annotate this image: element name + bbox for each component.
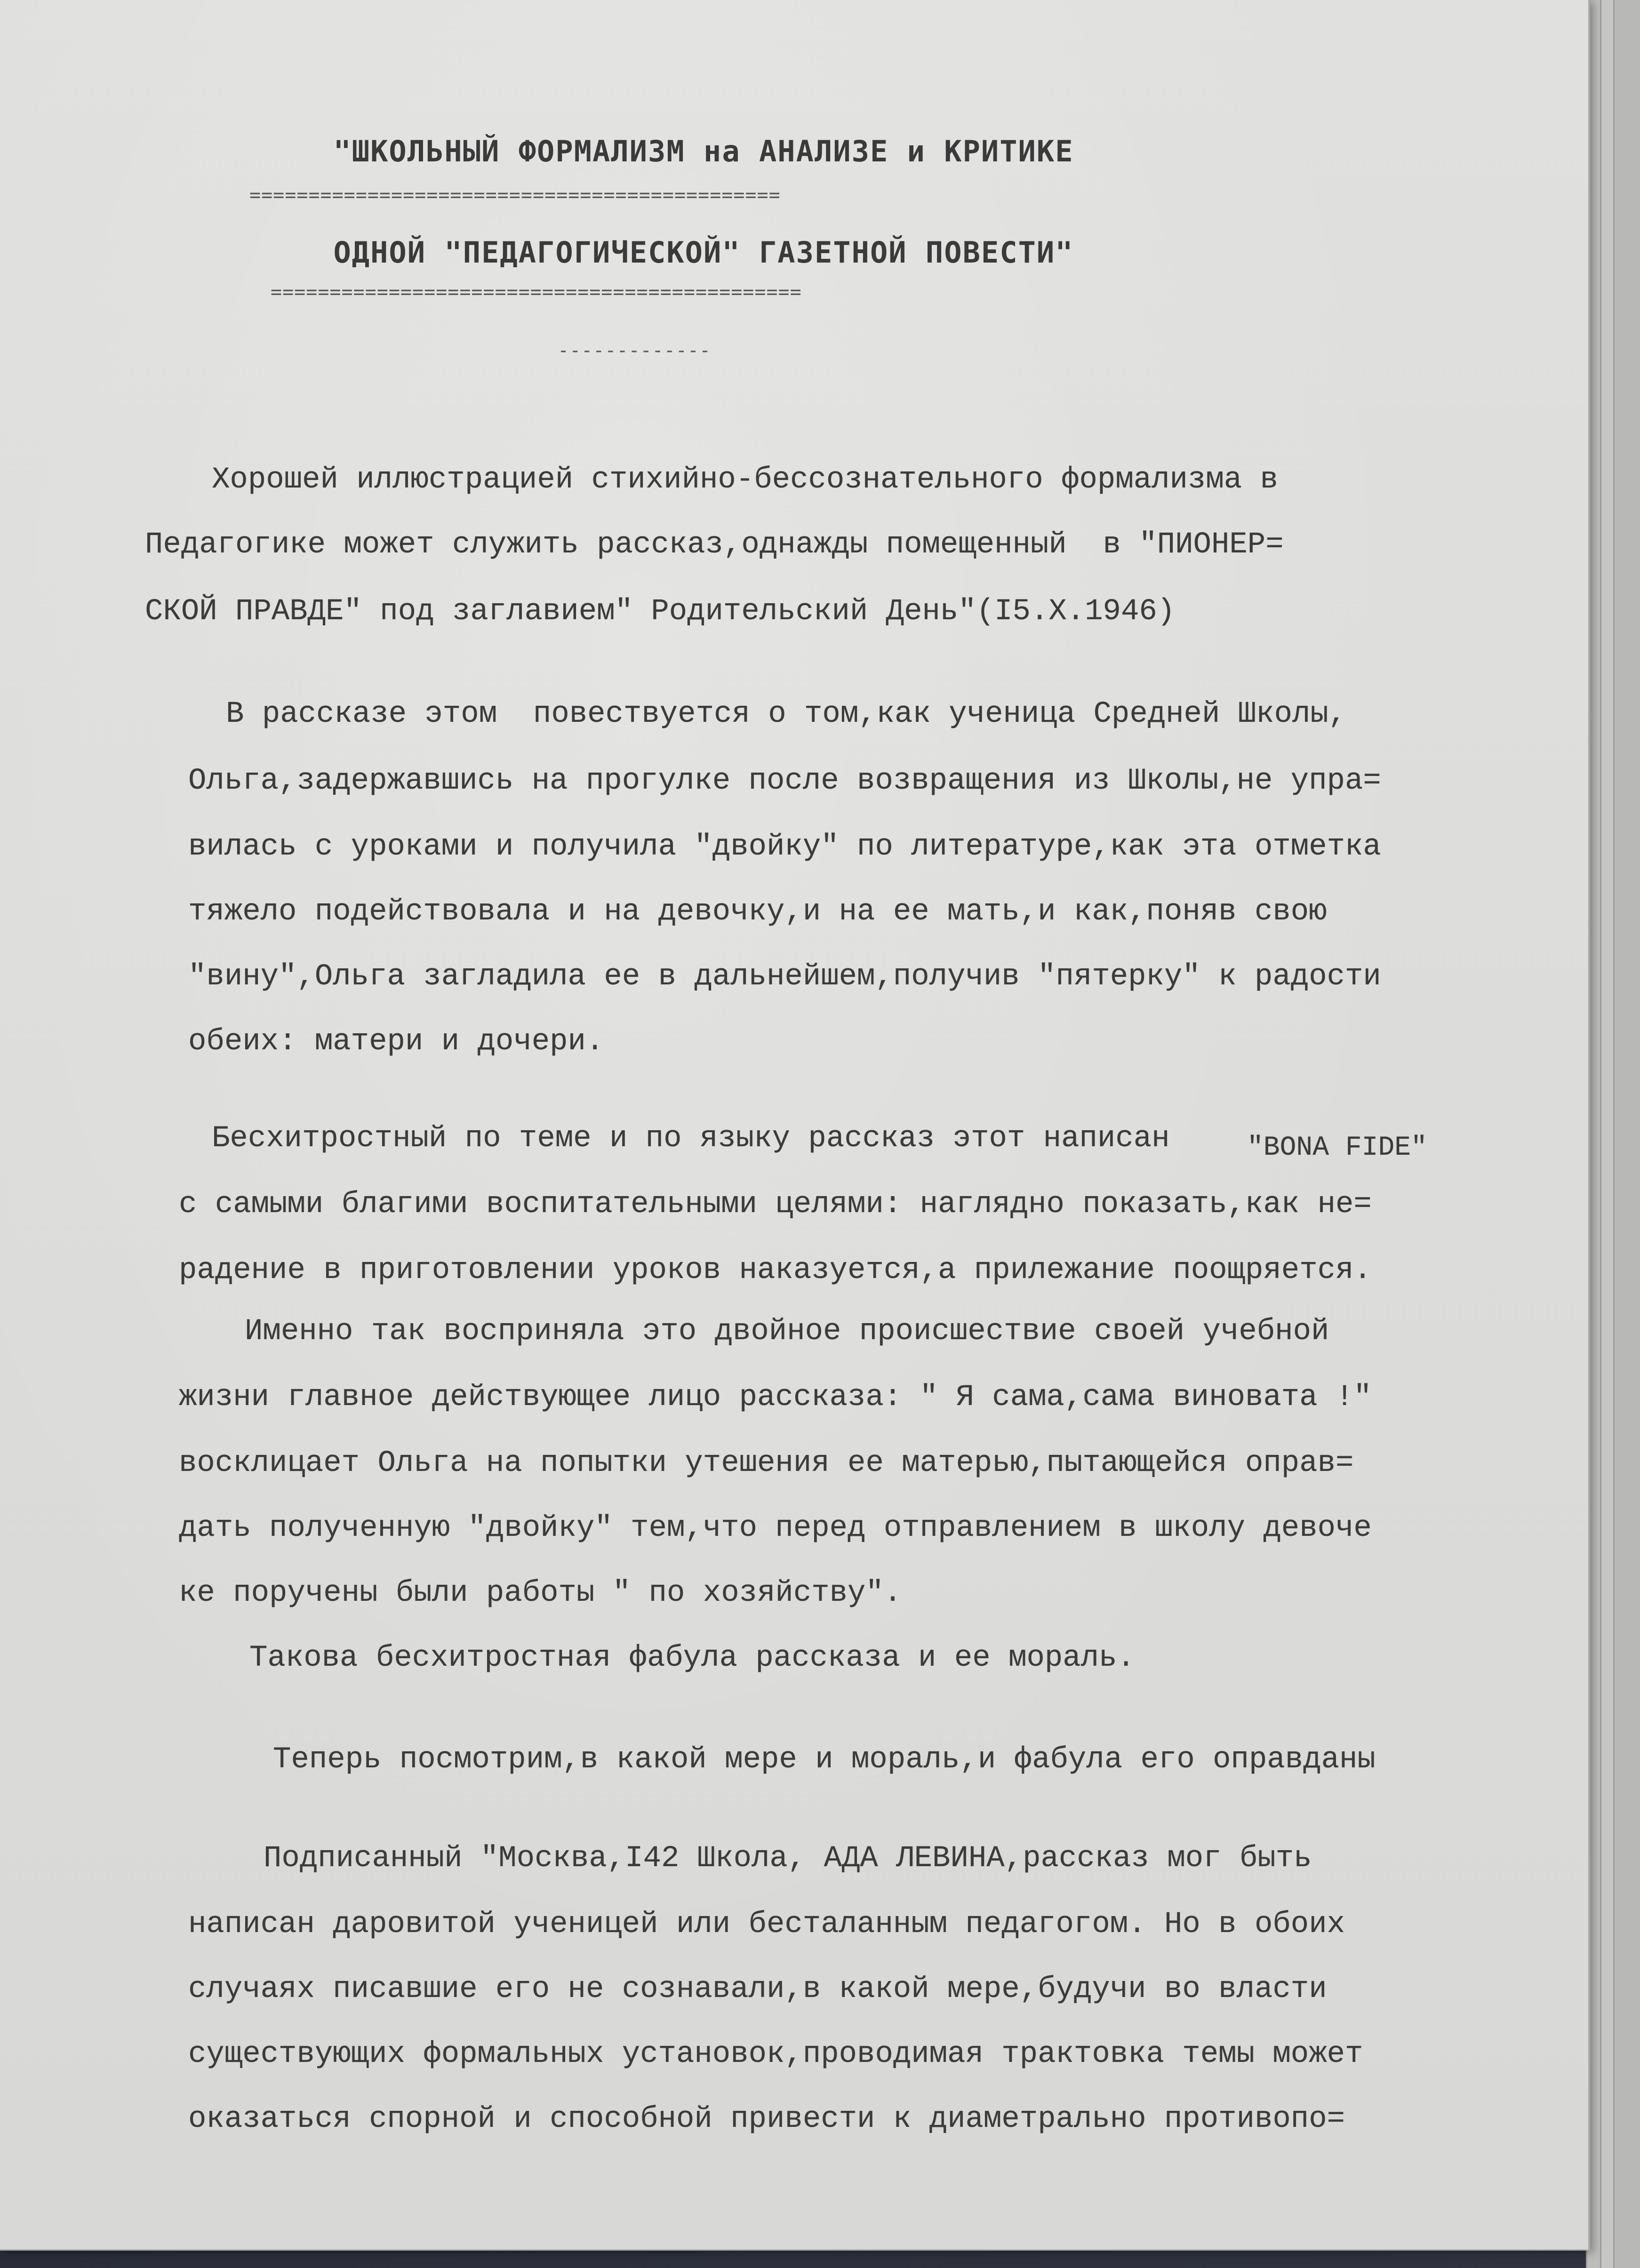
text-line: дать полученную "двойку" тем,что перед отправлением в школу девоче: [179, 1511, 1372, 1545]
text-line: "вину",Ольга загладила ее в дальнейшем,получив "пятерку" к радости: [188, 960, 1381, 994]
text-line: Именно так восприняла это двойное происшествие своей учебной: [245, 1315, 1329, 1349]
text-line: с самыми благими воспитательными целями: наглядно показать,как не=: [179, 1188, 1372, 1222]
text-line: Ольга,задержавшись на прогулке после возвращения из Школы,не упра=: [188, 764, 1381, 798]
text-line: оказаться спорной и способной привести к диаметрально противопо=: [188, 2102, 1345, 2136]
text-line: ке поручены были работы " по хозяйству".: [179, 1576, 902, 1610]
text-line: Теперь посмотрим,в какой мере и мораль,и фабула его оправданы: [273, 1743, 1376, 1777]
latin-phrase: "BONA FIDE": [1247, 1133, 1427, 1163]
title-line-2: ОДНОЙ "ПЕДАГОГИЧЕСКОЙ" ГАЗЕТНОЙ ПОВЕСТИ": [333, 235, 1074, 270]
text-line: Подписанный "Москва,I42 Школа, АДА ЛЕВИНА,рассказ мог быть: [264, 1842, 1312, 1876]
text-line: Хорошей иллюстрацией стихийно-бессознательного формализма в: [212, 463, 1278, 497]
text-line: существующих формальных установок,проводимая трактовка темы может: [188, 2037, 1363, 2071]
text-line: Бесхитростный по теме и по языку рассказ этот написан: [212, 1122, 1170, 1156]
page-stack-edge: [1613, 0, 1640, 2268]
title-underline-2: =============================================: [271, 281, 802, 303]
text-line: Такова бесхитростная фабула рассказа и ее мораль.: [249, 1641, 1135, 1675]
text-line: радение в приготовлении уроков наказуется,а прилежание поощряется.: [179, 1254, 1372, 1287]
text-line: СКОЙ ПРАВДЕ" под заглавием" Родительский День"(I5.X.1946): [145, 595, 1176, 629]
text-line: случаях писавшие его не сознавали,в какой мере,будучи во власти: [188, 1973, 1327, 2006]
text-line: восклицает Ольга на попытки утешения ее матерью,пытающейся оправ=: [179, 1446, 1354, 1480]
title-line-1: "ШКОЛЬНЫЙ ФОРМАЛИЗМ на АНАЛИЗЕ и КРИТИКЕ: [333, 134, 1074, 168]
text-line: жизни главное действующее лицо рассказа: " Я сама,сама виновата !": [179, 1381, 1372, 1414]
title-underline-1: =============================================: [249, 184, 781, 206]
text-line: написан даровитой ученицей или бесталанным педагогом. Но в обоих: [188, 1908, 1345, 1941]
text-line: обеих: матери и дочери.: [188, 1025, 604, 1059]
text-line: тяжело подействовала и на девочку,и на ее мать,и как,поняв свою: [188, 895, 1327, 929]
separator-dashes: -------------: [558, 340, 712, 361]
text-line: вилась с уроками и получила "двойку" по литературе,как эта отметка: [188, 830, 1381, 864]
text-line: Педагогике может служить рассказ,однажды помещенный в "ПИОНЕР=: [145, 528, 1284, 562]
text-line: В рассказе этом повествуется о том,как ученица Средней Школы,: [226, 697, 1347, 731]
